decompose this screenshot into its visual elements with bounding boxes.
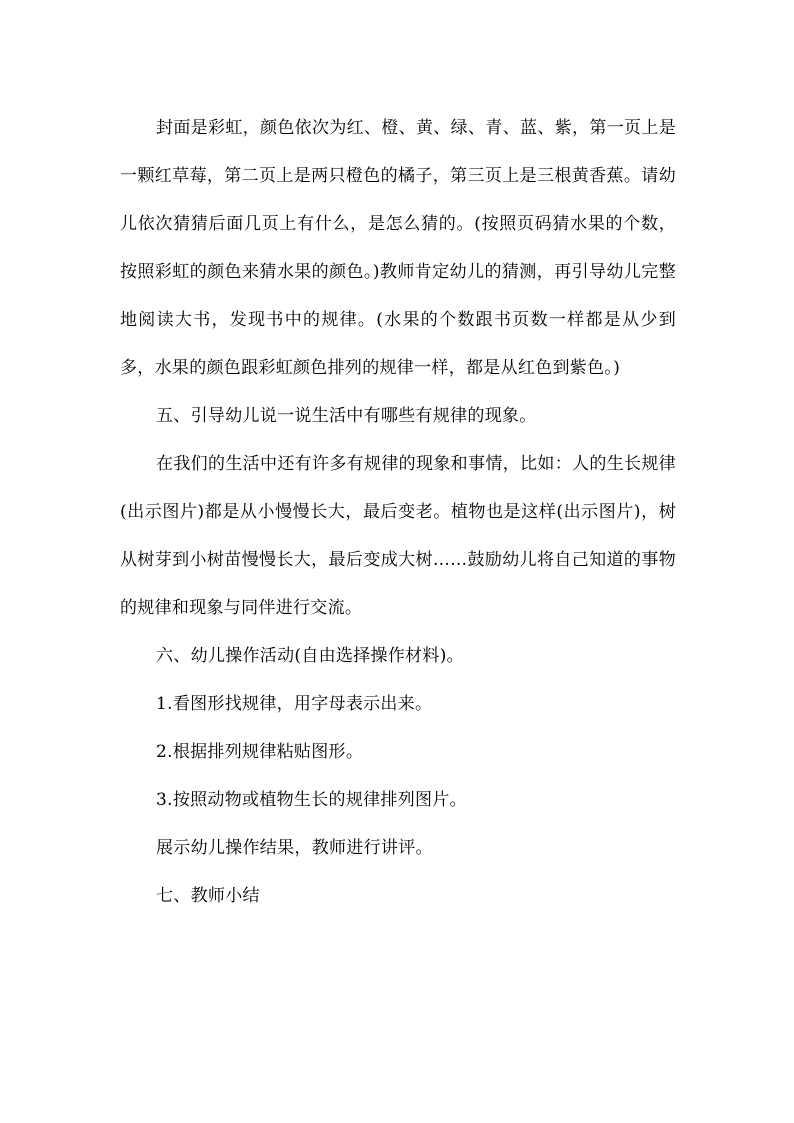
section-heading-seven: 七、教师小结	[156, 886, 260, 906]
list-item-3: 3.按照动物或植物生长的规律排列图片。	[156, 790, 467, 810]
section-heading-six: 六、幼儿操作活动(自由选择操作材料)。	[156, 646, 464, 666]
list-item-1: 1.看图形找规律，用字母表示出来。	[156, 694, 433, 714]
list-item-2: 2.根据排列规律粘贴图形。	[156, 742, 364, 762]
paragraph-life-patterns: 在我们的生活中还有许多有规律的现象和事情，比如：人的生长规律(出示图片)都是从小慢慢长大，最后变老。植物也是这样(出示图片)，树从树芽到小树苗慢慢长大，最后变成大树……鼓励幼儿将自己知道的事物的规律和现象与同伴进行交流。	[120, 454, 676, 618]
document-body	[120, 104, 676, 920]
paragraph-cover-description: 封面是彩虹，颜色依次为红、橙、黄、绿、青、蓝、紫，第一页上是一颗红草莓，第二页上是两只橙色的橘子，第三页上是三根黄香蕉。请幼儿依次猜猜后面几页上有什么，是怎么猜的。(按照页码猜水果的个数，按照彩虹的颜色来猜水果的颜色。)教师肯定幼儿的猜测，再引导幼儿完整地阅读大书，发现书中的规律。(水果的个数跟书页数一样都是从少到多，水果的颜色跟彩虹颜色排列的规律一样，都是从红色到紫色。)	[120, 118, 676, 378]
section-heading-five: 五、引导幼儿说一说生活中有哪些有规律的现象。	[156, 406, 537, 426]
paragraph-showcase: 展示幼儿操作结果，教师进行讲评。	[156, 838, 433, 858]
